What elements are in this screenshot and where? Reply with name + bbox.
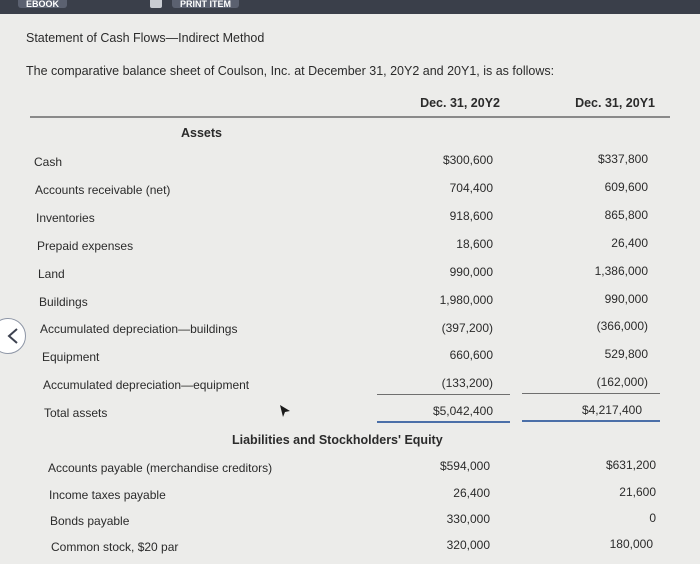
- column-header-20y2: Dec. 31, 20Y2: [420, 96, 500, 110]
- liability-label-bonds: Bonds payable: [50, 514, 130, 528]
- liability-value-20y2: $594,000: [439, 459, 490, 473]
- assets-heading: Assets: [181, 126, 222, 140]
- liability-value-20y2: 320,000: [446, 538, 490, 552]
- asset-value-20y2: $300,600: [442, 153, 493, 167]
- asset-total-20y2: $5,042,400: [432, 404, 493, 418]
- asset-total-20y1: $4,217,400: [581, 403, 642, 417]
- mouse-cursor-icon: [279, 404, 291, 418]
- asset-value-20y2: 1,980,000: [439, 293, 493, 307]
- asset-value-20y2: (133,200): [441, 376, 493, 390]
- liability-value-20y2: 330,000: [446, 512, 490, 526]
- asset-label-equipment: Equipment: [42, 350, 100, 364]
- asset-label-land: Land: [38, 267, 65, 281]
- subtotal-rule-20y2: [377, 394, 510, 395]
- asset-value-20y1: 529,800: [604, 347, 648, 361]
- liability-label-common-stock: Common stock, $20 par: [51, 540, 179, 554]
- asset-value-20y1: 609,600: [604, 180, 648, 194]
- asset-value-20y2: 918,600: [449, 209, 493, 223]
- asset-value-20y2: 704,400: [449, 181, 493, 195]
- liability-value-20y2: 26,400: [453, 486, 490, 500]
- asset-value-20y1: 1,386,000: [594, 264, 648, 278]
- asset-label-cash: Cash: [34, 155, 63, 169]
- liability-value-20y1: 0: [649, 511, 656, 525]
- asset-label-accum-dep-buildings: Accumulated depreciation—buildings: [40, 322, 238, 336]
- liability-label-accounts-payable: Accounts payable (merchandise creditors): [48, 461, 273, 475]
- asset-label-buildings: Buildings: [39, 295, 88, 309]
- liabilities-heading: Liabilities and Stockholders' Equity: [232, 433, 443, 447]
- asset-value-20y2: 660,600: [449, 348, 493, 362]
- ebook-tab[interactable]: EBOOK: [18, 0, 67, 8]
- asset-value-20y2: 18,600: [456, 237, 493, 251]
- liability-value-20y1: $631,200: [605, 458, 656, 472]
- asset-value-20y1: 26,400: [611, 236, 648, 250]
- column-header-20y1: Dec. 31, 20Y1: [575, 96, 655, 110]
- previous-button[interactable]: [0, 318, 26, 354]
- asset-value-20y1: 865,800: [604, 208, 648, 222]
- asset-label-receivable: Accounts receivable (net): [35, 183, 171, 197]
- asset-label-total: Total assets: [44, 406, 108, 420]
- liability-value-20y1: 180,000: [609, 537, 653, 551]
- asset-label-accum-dep-equipment: Accumulated depreciation—equipment: [43, 378, 250, 392]
- subtotal-rule-20y1: [522, 393, 660, 394]
- page-title: Statement of Cash Flows—Indirect Method: [26, 31, 265, 45]
- total-rule-20y1: [522, 420, 660, 422]
- print-item-tab[interactable]: PRINT ITEM: [172, 0, 239, 8]
- print-icon[interactable]: [150, 0, 162, 8]
- asset-value-20y1: 990,000: [604, 292, 648, 306]
- intro-text: The comparative balance sheet of Coulson, Inc. at December 31, 20Y2 and 20Y1, is as follows:: [26, 64, 555, 78]
- asset-value-20y2: 990,000: [449, 265, 493, 279]
- asset-label-prepaid: Prepaid expenses: [37, 239, 134, 253]
- liability-label-income-taxes: Income taxes payable: [49, 488, 166, 502]
- liability-value-20y1: 21,600: [619, 485, 656, 499]
- asset-value-20y1: $337,800: [597, 152, 648, 166]
- asset-label-inventories: Inventories: [36, 211, 95, 225]
- header-divider: [30, 116, 670, 118]
- browser-top-bar: [0, 0, 700, 14]
- asset-value-20y2: (397,200): [441, 321, 493, 335]
- total-rule-20y2: [377, 421, 510, 423]
- asset-value-20y1: (162,000): [596, 375, 648, 389]
- chevron-left-icon: [6, 327, 20, 345]
- asset-value-20y1: (366,000): [596, 319, 648, 333]
